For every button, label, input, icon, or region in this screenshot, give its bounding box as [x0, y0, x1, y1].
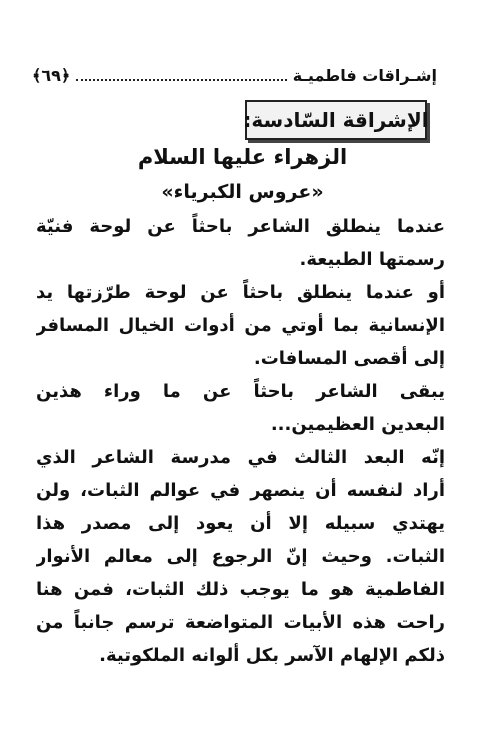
text-line: الإنسانية بما أوتي من أدوات الخيال المسافر — [36, 315, 445, 336]
text-line: الفاطمية هو ما يوجب ذلك الثبات، فمن هنا — [36, 579, 445, 600]
header-leader-dots — [76, 69, 286, 81]
text-line: أراد لنفسه أن ينصهر في عوالم الثبات، ولن — [36, 480, 445, 501]
text-line: راحت هذه الأبيات المتواضعة ترسم جانباً من — [36, 612, 445, 633]
section-title: الإشراقة السّادسة: — [243, 108, 429, 132]
text-line: يهتدي سبيله إلا أن يعود إلى مصدر هذا — [36, 513, 445, 534]
running-header — [32, 62, 437, 88]
text-line: ذلكم الإلهام الآسر بكل ألوانه الملكوتية. — [99, 645, 445, 666]
text-line: إنّه البعد الثالث في مدرسة الشاعر الذي — [36, 447, 445, 468]
text-line: الثبات. وحيث إنّ الرجوع إلى معالم الأنوار — [36, 546, 445, 567]
text-line: البعدين العظيمين... — [270, 414, 445, 435]
poem-subject: الزهراء عليها السلام — [137, 145, 348, 169]
poem-subtitle: «عروس الكبرياء» — [161, 181, 324, 203]
body-text — [36, 210, 445, 672]
text-line: عندما ينطلق الشاعر باحثاً عن لوحة فنيّة — [36, 216, 445, 237]
text-line: رسمتها الطبيعة. — [299, 249, 445, 270]
page-number: ﴿٦٩﴾ — [32, 65, 71, 85]
text-line: إلى أقصى المسافات. — [253, 348, 445, 369]
text-line: يبقى الشاعر باحثاً عن ما وراء هذين — [36, 381, 445, 402]
book-title: إشـراقات فاطميـة — [292, 65, 437, 85]
text-line: أو عندما ينطلق باحثاً عن لوحة طرّزتها يد — [36, 282, 445, 303]
section-heading-box — [245, 100, 427, 140]
